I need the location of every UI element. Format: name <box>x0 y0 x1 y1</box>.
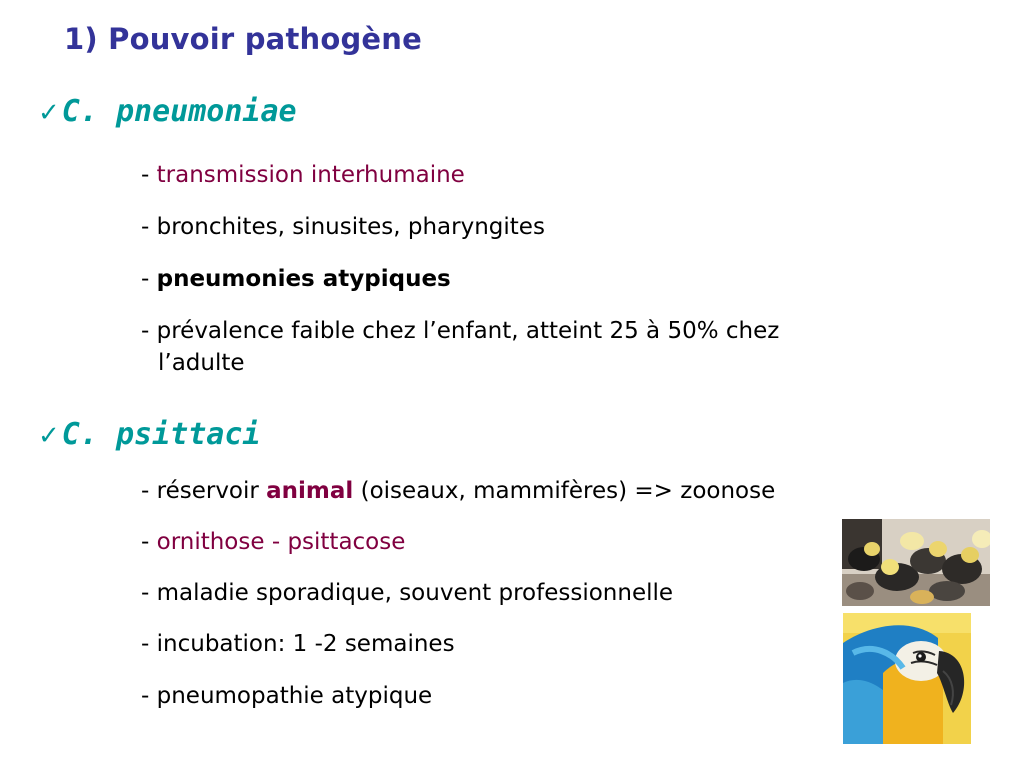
section-heading-psittaci: ✓C. psittaci <box>38 417 261 452</box>
list-item: - incubation: 1 -2 semaines <box>141 631 455 657</box>
list-item: - réservoir animal (oiseaux, mammifères) => zoonose <box>141 478 776 504</box>
checkmark-icon: ✓ <box>38 98 60 128</box>
list-item: - bronchites, sinusites, pharyngites <box>141 214 545 240</box>
checkmark-icon: ✓ <box>38 421 60 451</box>
list-item: - pneumonies atypiques <box>141 266 451 292</box>
list-item: - transmission interhumaine <box>141 162 465 188</box>
ducklings-photo <box>842 519 990 606</box>
section-heading-pneumoniae: ✓C. pneumoniae <box>38 94 297 129</box>
slide-title: 1) Pouvoir pathogène <box>64 22 423 56</box>
list-item: - pneumopathie atypique <box>141 683 433 709</box>
list-item: - prévalence faible chez l’enfant, atteint 25 à 50% chez l’adulte <box>141 318 780 376</box>
list-item: - maladie sporadique, souvent professionnelle <box>141 580 674 606</box>
list-item: - ornithose - psittacose <box>141 529 406 555</box>
parrot-photo <box>843 613 971 744</box>
